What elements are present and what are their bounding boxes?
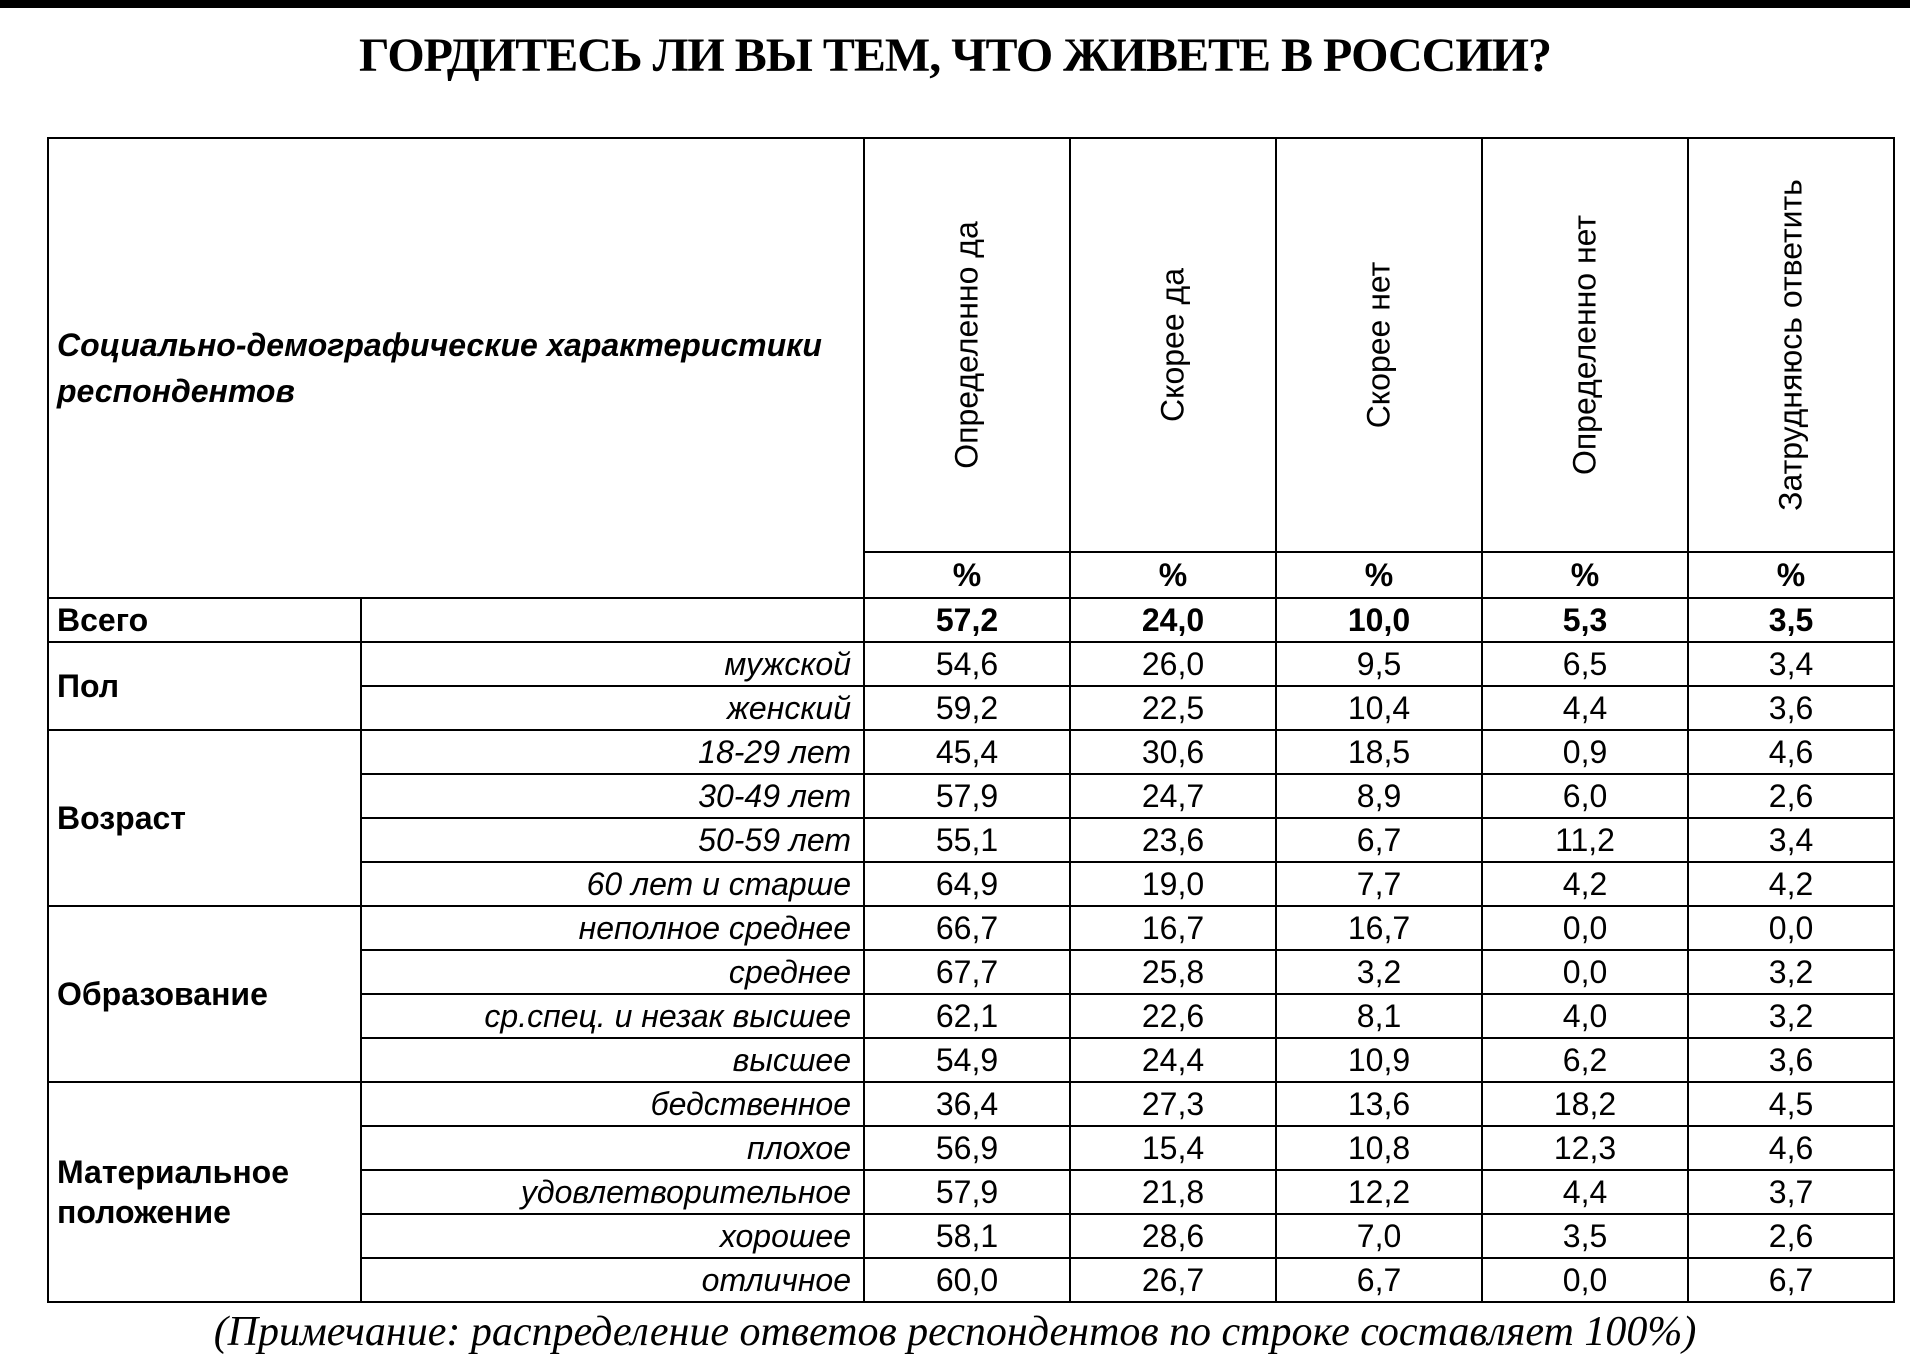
value-cell: 16,7 (1070, 906, 1276, 950)
value-cell: 13,6 (1276, 1082, 1482, 1126)
value-cell: 4,4 (1482, 1170, 1688, 1214)
value-cell: 24,7 (1070, 774, 1276, 818)
row-label: 60 лет и старше (361, 862, 864, 906)
column-header (1276, 138, 1482, 552)
value-cell: 3,2 (1276, 950, 1482, 994)
value-cell: 2,6 (1688, 1214, 1894, 1258)
value-cell: 8,9 (1276, 774, 1482, 818)
value-cell: 0,0 (1482, 950, 1688, 994)
row-label: среднее (361, 950, 864, 994)
row-label: ср.спец. и незак высшее (361, 994, 864, 1038)
value-cell: 62,1 (864, 994, 1070, 1038)
column-header (1688, 138, 1894, 552)
value-cell: 57,9 (864, 774, 1070, 818)
column-header-label: Скорее да (1154, 267, 1191, 423)
value-cell: 3,6 (1688, 686, 1894, 730)
value-cell: 45,4 (864, 730, 1070, 774)
value-cell: 3,4 (1688, 818, 1894, 862)
total-value: 57,2 (864, 598, 1070, 642)
survey-table (47, 137, 1895, 1303)
value-cell: 3,7 (1688, 1170, 1894, 1214)
value-cell: 54,9 (864, 1038, 1070, 1082)
value-cell: 57,9 (864, 1170, 1070, 1214)
value-cell: 54,6 (864, 642, 1070, 686)
value-cell: 67,7 (864, 950, 1070, 994)
value-cell: 18,2 (1482, 1082, 1688, 1126)
value-cell: 6,7 (1276, 818, 1482, 862)
footnote: (Примечание: распределение ответов респондентов по строке составляет 100%) (213, 1309, 1697, 1355)
row-label: мужской (361, 642, 864, 686)
value-cell: 4,4 (1482, 686, 1688, 730)
row-label: неполное среднее (361, 906, 864, 950)
unit-cell: % (1482, 552, 1688, 598)
table-row (48, 906, 1894, 950)
value-cell: 0,0 (1482, 906, 1688, 950)
row-label: хорошее (361, 1214, 864, 1258)
row-label: бедственное (361, 1082, 864, 1126)
value-cell: 64,9 (864, 862, 1070, 906)
value-cell: 6,7 (1276, 1258, 1482, 1302)
group-label: Пол (48, 642, 361, 730)
row-label: удовлетворительное (361, 1170, 864, 1214)
value-cell: 24,4 (1070, 1038, 1276, 1082)
row-label: женский (361, 686, 864, 730)
value-cell: 26,0 (1070, 642, 1276, 686)
unit-cell: % (1070, 552, 1276, 598)
row-label: 30-49 лет (361, 774, 864, 818)
total-spacer (361, 598, 864, 642)
value-cell: 11,2 (1482, 818, 1688, 862)
value-cell: 30,6 (1070, 730, 1276, 774)
table-row (48, 1082, 1894, 1126)
value-cell: 25,8 (1070, 950, 1276, 994)
value-cell: 22,5 (1070, 686, 1276, 730)
value-cell: 6,5 (1482, 642, 1688, 686)
value-cell: 4,2 (1688, 862, 1894, 906)
total-value: 24,0 (1070, 598, 1276, 642)
value-cell: 19,0 (1070, 862, 1276, 906)
value-cell: 3,6 (1688, 1038, 1894, 1082)
value-cell: 12,3 (1482, 1126, 1688, 1170)
value-cell: 2,6 (1688, 774, 1894, 818)
value-cell: 12,2 (1276, 1170, 1482, 1214)
value-cell: 4,0 (1482, 994, 1688, 1038)
value-cell: 18,5 (1276, 730, 1482, 774)
value-cell: 3,5 (1482, 1214, 1688, 1258)
value-cell: 10,4 (1276, 686, 1482, 730)
column-header-label: Определенно нет (1566, 214, 1603, 476)
unit-cell: % (1688, 552, 1894, 598)
value-cell: 36,4 (864, 1082, 1070, 1126)
total-value: 3,5 (1688, 598, 1894, 642)
page-title: ГОРДИТЕСЬ ЛИ ВЫ ТЕМ, ЧТО ЖИВЕТЕ В РОССИИ? (358, 29, 1552, 82)
value-cell: 4,6 (1688, 730, 1894, 774)
total-row (48, 598, 1894, 642)
value-cell: 0,0 (1688, 906, 1894, 950)
value-cell: 3,2 (1688, 950, 1894, 994)
row-label: 18-29 лет (361, 730, 864, 774)
total-label: Всего (48, 598, 361, 642)
value-cell: 15,4 (1070, 1126, 1276, 1170)
value-cell: 3,4 (1688, 642, 1894, 686)
table-row (48, 730, 1894, 774)
row-label: отличное (361, 1258, 864, 1302)
value-cell: 66,7 (864, 906, 1070, 950)
row-label: плохое (361, 1126, 864, 1170)
total-value: 10,0 (1276, 598, 1482, 642)
value-cell: 59,2 (864, 686, 1070, 730)
value-cell: 60,0 (864, 1258, 1070, 1302)
value-cell: 4,2 (1482, 862, 1688, 906)
column-header-label: Определенно да (948, 221, 985, 469)
value-cell: 56,9 (864, 1126, 1070, 1170)
value-cell: 23,6 (1070, 818, 1276, 862)
group-label: Образование (48, 906, 361, 1082)
column-header-label: Скорее нет (1360, 261, 1397, 429)
column-header-label: Затрудняюсь ответить (1772, 179, 1809, 511)
value-cell: 6,0 (1482, 774, 1688, 818)
header-row (48, 138, 1894, 552)
value-cell: 0,9 (1482, 730, 1688, 774)
value-cell: 4,6 (1688, 1126, 1894, 1170)
value-cell: 7,7 (1276, 862, 1482, 906)
value-cell: 10,9 (1276, 1038, 1482, 1082)
value-cell: 16,7 (1276, 906, 1482, 950)
value-cell: 7,0 (1276, 1214, 1482, 1258)
value-cell: 22,6 (1070, 994, 1276, 1038)
top-rule (0, 0, 1910, 8)
value-cell: 8,1 (1276, 994, 1482, 1038)
value-cell: 27,3 (1070, 1082, 1276, 1126)
value-cell: 58,1 (864, 1214, 1070, 1258)
value-cell: 55,1 (864, 818, 1070, 862)
value-cell: 10,8 (1276, 1126, 1482, 1170)
value-cell: 28,6 (1070, 1214, 1276, 1258)
value-cell: 26,7 (1070, 1258, 1276, 1302)
value-cell: 21,8 (1070, 1170, 1276, 1214)
value-cell: 0,0 (1482, 1258, 1688, 1302)
total-value: 5,3 (1482, 598, 1688, 642)
value-cell: 4,5 (1688, 1082, 1894, 1126)
value-cell: 9,5 (1276, 642, 1482, 686)
value-cell: 6,7 (1688, 1258, 1894, 1302)
value-cell: 6,2 (1482, 1038, 1688, 1082)
value-cell: 3,2 (1688, 994, 1894, 1038)
column-header (1482, 138, 1688, 552)
table-row (48, 642, 1894, 686)
row-label: высшее (361, 1038, 864, 1082)
row-label: 50-59 лет (361, 818, 864, 862)
column-header (864, 138, 1070, 552)
unit-cell: % (1276, 552, 1482, 598)
group-label: Возраст (48, 730, 361, 906)
column-header (1070, 138, 1276, 552)
header-label: Социально-демографические характеристики респондентов (48, 138, 864, 598)
unit-cell: % (864, 552, 1070, 598)
group-label: Материальное положение (48, 1082, 361, 1302)
